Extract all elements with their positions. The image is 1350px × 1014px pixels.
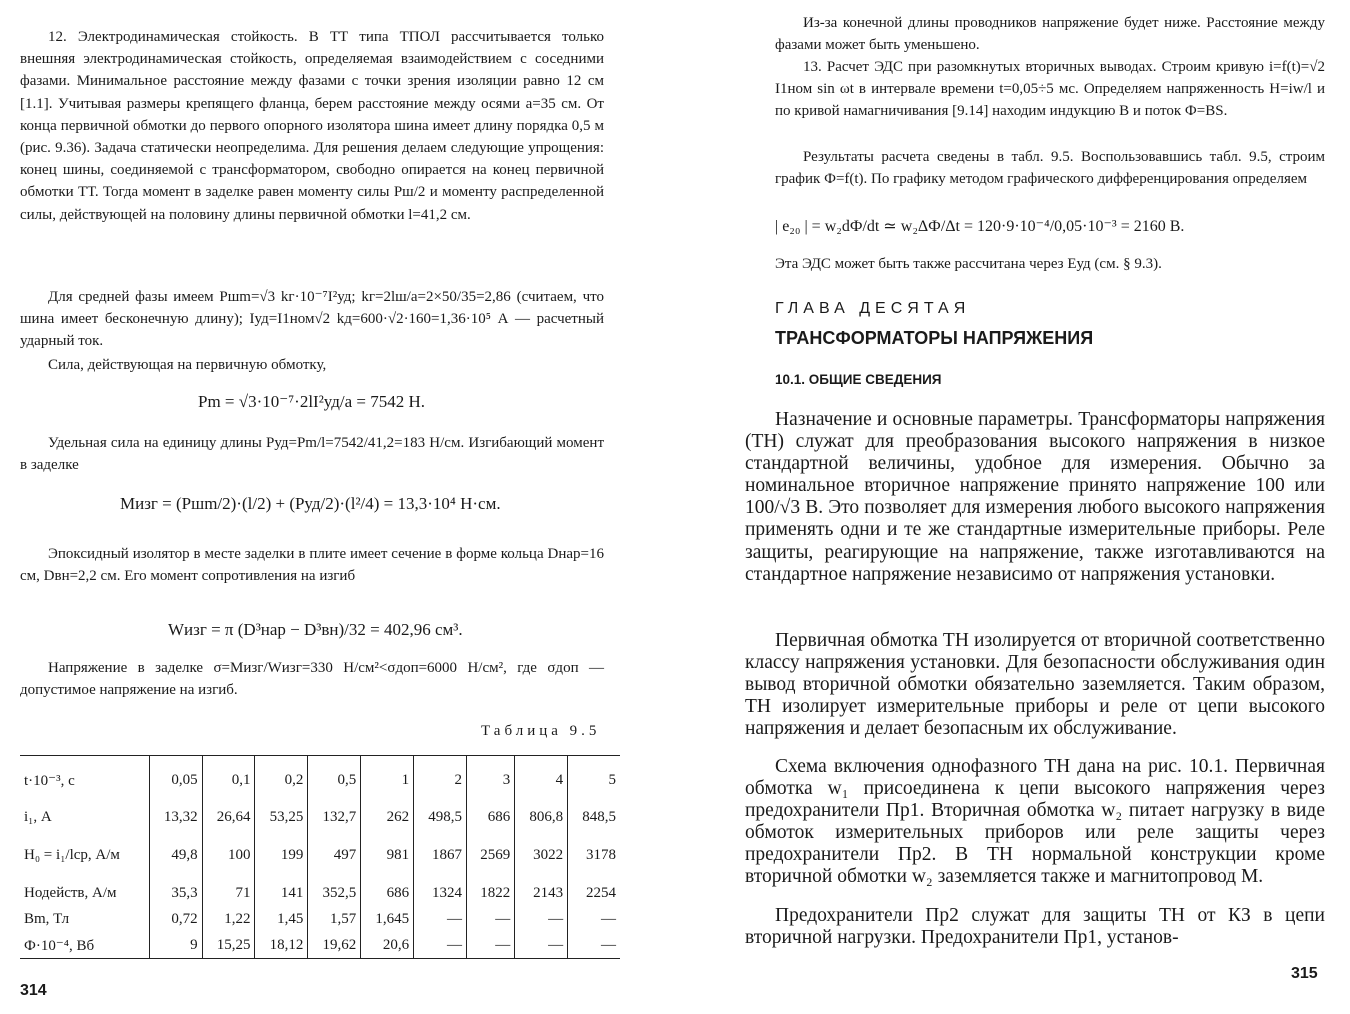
table-cell: 26,64 bbox=[202, 804, 255, 830]
table-cell: 1324 bbox=[414, 880, 467, 906]
table-cell: 352,5 bbox=[308, 880, 361, 906]
table-cell: 100 bbox=[202, 830, 255, 880]
table-cell: — bbox=[467, 932, 515, 959]
table-caption: Таблица 9.5 bbox=[481, 723, 601, 739]
chapter-title: ТРАНСФОРМАТОРЫ НАПРЯЖЕНИЯ bbox=[775, 328, 1094, 348]
table-cell: 20,6 bbox=[361, 932, 414, 959]
formula-bending-moment: Mизг = (Pшm/2)·(l/2) + (Pуд/2)·(l²/4) = 13,3·10⁴ Н·см. bbox=[120, 494, 501, 513]
table-row bbox=[20, 906, 620, 932]
paragraph-fuses: Предохранители Пр2 служат для защиты ТН от КЗ в цепи вторичной нагрузки. Предохранители Пр1, установ- bbox=[745, 905, 1325, 949]
table-cell: 806,8 bbox=[515, 804, 568, 830]
table-cell: 18,12 bbox=[255, 932, 308, 959]
table-cell: 1867 bbox=[414, 830, 467, 880]
table-header-cell: t·10⁻³, с bbox=[24, 772, 75, 789]
table-header-cell: 4 bbox=[515, 756, 568, 805]
table-header-row bbox=[20, 756, 620, 805]
table-cell: 2143 bbox=[515, 880, 568, 906]
paragraph-stress: Напряжение в заделке σ=Mизг/Wизг=330 Н/см²<σдоп=6000 Н/см², где σдоп — допустимое напряжение на изгиб. bbox=[20, 660, 604, 699]
table-cell: 132,7 bbox=[308, 804, 361, 830]
table-row bbox=[20, 880, 620, 906]
table-header-cell: 0,5 bbox=[308, 756, 361, 805]
table-cell: 13,32 bbox=[149, 804, 202, 830]
table-cell: 1,45 bbox=[255, 906, 308, 932]
table-cell: 1822 bbox=[467, 880, 515, 906]
table-cell: 3178 bbox=[568, 830, 620, 880]
table-cell: 686 bbox=[361, 880, 414, 906]
table-cell: 0,72 bbox=[149, 906, 202, 932]
paragraph-phase-distance: Из-за конечной длины проводников напряжение будет ниже. Расстояние между фазами может быть уменьшено. bbox=[775, 15, 1325, 54]
table-cell: 2254 bbox=[568, 880, 620, 906]
chapter-label: ГЛАВА ДЕСЯТАЯ bbox=[775, 300, 971, 317]
paragraph-primary-winding: Первичная обмотка ТН изолируется от вторичной соответственно классу напряжения установки. Для безопасности обслуживания один вывод вторичной обмотки обязательно заземляется. Таким образом, ТН изолирует измерительные приборы и реле от цепи высокого напряжения и делает безопасным их обслуживание. bbox=[745, 630, 1325, 740]
table-header-cell: 5 bbox=[568, 756, 620, 805]
table-cell: 848,5 bbox=[568, 804, 620, 830]
table-row bbox=[20, 830, 620, 880]
table-cell: 35,3 bbox=[149, 880, 202, 906]
table-cell: — bbox=[568, 906, 620, 932]
table-cell: Hодейств, А/м bbox=[24, 884, 117, 901]
table-cell: 3022 bbox=[515, 830, 568, 880]
paragraph-connection-scheme: Схема включения однофазного ТН дана на рис. 10.1. Первичная обмотка w₁ присоединена к цепи высокого напряжения через предохранители Пр1. Вторичная обмотка w₂ питает нагрузку в виде обмоток измерительных приборов или реле защиты через предохранители Пр2. В ТН нормальной конструкции кроме вторичной обмотки w₂ заземляется также и магнитопровод М. bbox=[745, 756, 1325, 888]
page-number-right: 315 bbox=[1291, 965, 1318, 982]
table-row bbox=[20, 804, 620, 830]
table-cell: i₁, А bbox=[24, 808, 52, 825]
table-header-cell: 0,1 bbox=[202, 756, 255, 805]
table-cell: — bbox=[414, 932, 467, 959]
table-cell: — bbox=[568, 932, 620, 959]
table-cell: 71 bbox=[202, 880, 255, 906]
table-cell: 497 bbox=[308, 830, 361, 880]
table-cell: 49,8 bbox=[149, 830, 202, 880]
table-row bbox=[20, 932, 620, 959]
table-cell: — bbox=[414, 906, 467, 932]
table-cell: 199 bbox=[255, 830, 308, 880]
table-cell: Bm, Тл bbox=[24, 910, 70, 927]
table-cell: 53,25 bbox=[255, 804, 308, 830]
table-cell: — bbox=[467, 906, 515, 932]
table-cell: H₀ = i₁/lср, А/м bbox=[24, 846, 120, 863]
paragraph-emf-alt: Эта ЭДС может быть также рассчитана через Eуд (см. § 9.3). bbox=[775, 256, 1162, 272]
table-cell: 1,57 bbox=[308, 906, 361, 932]
table-cell: 141 bbox=[255, 880, 308, 906]
page-number-left: 314 bbox=[20, 982, 47, 999]
table-cell: 686 bbox=[467, 804, 515, 830]
formula-section-modulus: Wизг = π (D³нар − D³вн)/32 = 402,96 см³. bbox=[168, 620, 463, 639]
table-header-cell: 0,05 bbox=[149, 756, 202, 805]
table-cell: 262 bbox=[361, 804, 414, 830]
table-cell: 981 bbox=[361, 830, 414, 880]
paragraph-insulator: Эпоксидный изолятор в месте заделки в плите имеет сечение в форме кольца Dнар=16 см, Dвн=2,2 см. Его момент сопротивления на изгиб bbox=[20, 546, 604, 585]
table-cell: 15,25 bbox=[202, 932, 255, 959]
table-header-cell: 2 bbox=[414, 756, 467, 805]
table-cell: Ф·10⁻⁴, Вб bbox=[24, 937, 95, 954]
paragraph-results: Результаты расчета сведены в табл. 9.5. Воспользовавшись табл. 9.5, строим график Ф=f(t). По графику методом графического дифференцирования определяем bbox=[775, 149, 1325, 188]
section-title: 10.1. ОБЩИЕ СВЕДЕНИЯ bbox=[775, 372, 942, 387]
table-header-cell: 3 bbox=[467, 756, 515, 805]
table-9-5 bbox=[20, 755, 620, 959]
right-page bbox=[675, 0, 1350, 1014]
table-cell: — bbox=[515, 906, 568, 932]
formula-emf: | e₂₀ | = w₂dФ/dt ≃ w₂ΔФ/Δt = 120·9·10⁻⁴/0,05·10⁻³ = 2160 В. bbox=[775, 218, 1185, 235]
formula-force: Pm = √3·10⁻⁷·2lI²уд/a = 7542 Н. bbox=[198, 392, 426, 411]
table-cell: 498,5 bbox=[414, 804, 467, 830]
table-cell: 2569 bbox=[467, 830, 515, 880]
paragraph-emf-calculation: 13. Расчет ЭДС при разомкнутых вторичных выводах. Строим кривую i=f(t)=√2 I1ном sin ωt в интервале времени t=0,05÷5 мс. Определяем напряженность H=iw/l и по кривой намагничивания [9.14] находим индукцию B и поток Ф=BS. bbox=[775, 59, 1325, 120]
paragraph-purpose: Назначение и основные параметры. Трансформаторы напряжения (ТН) служат для преобразования высокого напряжения в низкое стандартной величины, удобное для измерения. Обычно за номинальное вторичное напряжение принято напряжение 100 или 100/√3 В. Это позволяет для измерения любого высокого напряжения применять одни и те же стандартные измерительные приборы. Реле защиты, реагирующие на напряжение, также изготавливаются на стандартное напряжение независимо от напряжения установки. bbox=[745, 409, 1325, 585]
paragraph-electrodynamic-stability: 12. Электродинамическая стойкость. В ТТ типа ТПОЛ рассчитывается только внешняя электродинамическая стойкость, определяемая взаимодействием с соседними фазами. Минимальное расстояние между фазами с точки зрения изоляции равно 12 см [1.1]. Учитывая размеры крепящего фланца, берем расстояние между осями a=35 см. От конца первичной обмотки до первого опорного изолятора шина имеет длину порядка 0,5 м (рис. 9.36). Задача статически неопределима. Для решения делаем следующие упрощения: конец шины, соединяемой с трансформатором, свободно опирается на конец первичной обмотки ТТ. Тогда момент в заделке равен моменту силы Pш/2 и моменту распределенной силы, действующей на половину длины первичной обмотки l=41,2 см. bbox=[20, 29, 604, 223]
paragraph-specific-force: Удельная сила на единицу длины Pуд=Pm/l=7542/41,2=183 Н/см. Изгибающий момент в заделке bbox=[20, 435, 604, 474]
table-cell: 1,645 bbox=[361, 906, 414, 932]
table-header-cell: 1 bbox=[361, 756, 414, 805]
table-header-cell: 0,2 bbox=[255, 756, 308, 805]
table-cell: 19,62 bbox=[308, 932, 361, 959]
table-cell: 1,22 bbox=[202, 906, 255, 932]
paragraph-force-intro: Сила, действующая на первичную обмотку, bbox=[48, 357, 327, 373]
paragraph-middle-phase: Для средней фазы имеем Pшm=√3 kг·10⁻⁷I²уд; kг=2lш/a=2×50/35=2,86 (считаем, что шина имеет бесконечную длину); Iуд=I1ном√2 kд=600·√2·160=1,36·10⁵ А — расчетный ударный ток. bbox=[20, 289, 604, 350]
table-cell: — bbox=[515, 932, 568, 959]
table-cell: 9 bbox=[149, 932, 202, 959]
